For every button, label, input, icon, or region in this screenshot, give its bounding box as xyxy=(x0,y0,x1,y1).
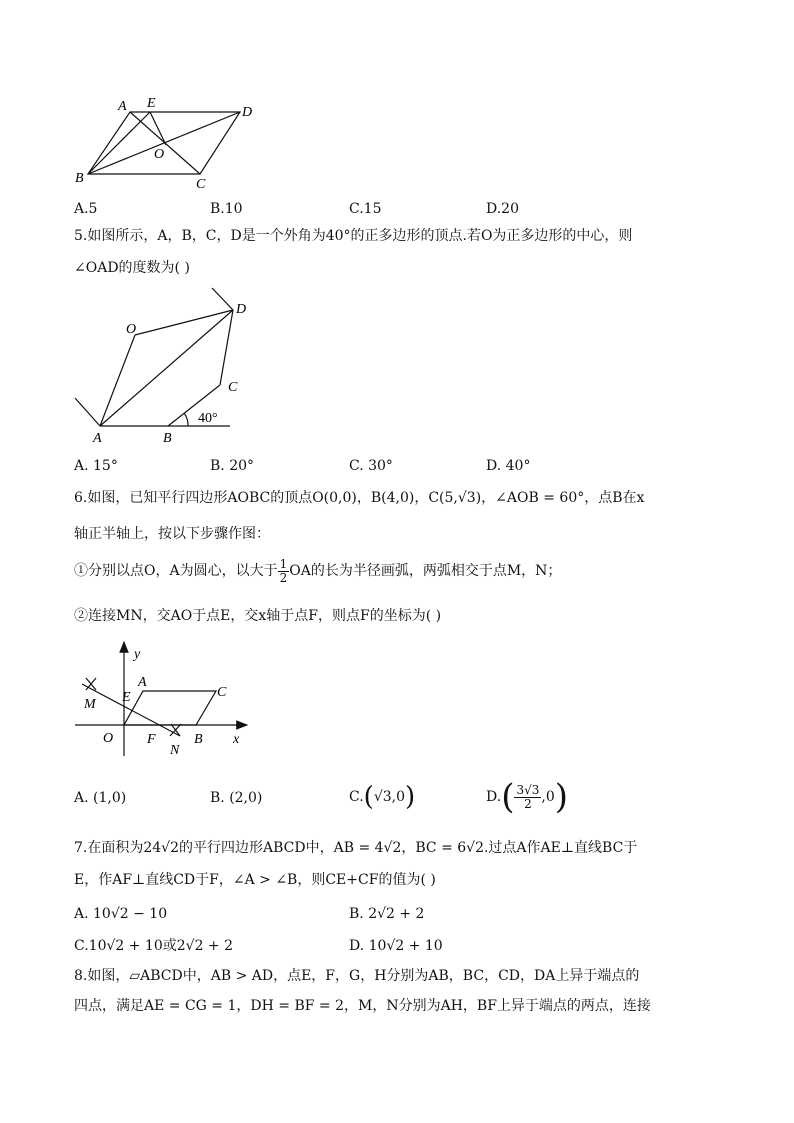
q4-option-c: C.15 xyxy=(349,201,382,217)
q6-option-d-prefix: D. xyxy=(486,789,502,805)
q6-option-d-den: 2 xyxy=(524,796,532,811)
q4-option-a: A.5 xyxy=(74,201,98,217)
q6-label-o: O xyxy=(103,731,114,746)
q7-option-a: A. 10√2 − 10 xyxy=(74,906,168,922)
q6-frac-den: 2 xyxy=(279,570,288,585)
q6-option-d: D.( $\frac{3√3}{2}$ ,0) xyxy=(486,777,568,817)
q5-option-a: A. 15° xyxy=(74,458,118,474)
q6-frac-num: 1 xyxy=(279,556,288,571)
q6-step1 xyxy=(74,554,561,588)
q5-label-a: A xyxy=(93,431,102,446)
q4-segment-eo xyxy=(150,112,166,145)
q6-option-c-value: √3,0 xyxy=(373,789,406,805)
q6-label-c: C xyxy=(217,685,227,700)
q6-option-c: C.(√3,0) xyxy=(349,782,416,812)
q5-label-d: D xyxy=(236,302,247,317)
q5-side-cd xyxy=(220,310,233,385)
q6-step1-pre: ①分别以点O，A为圆心，以大于 xyxy=(74,563,278,579)
q5-question-line2: ∠OAD的度数为( ) xyxy=(74,260,190,276)
q6-option-a: A. (1,0) xyxy=(74,790,127,806)
q6-label-a: A xyxy=(138,675,147,690)
q5-label-c: C xyxy=(228,380,238,395)
q7-option-d: D. 10√2 + 10 xyxy=(349,938,443,954)
q6-step2: ②连接MN，交AO于点E，交x轴于点F，则点F的坐标为( ) xyxy=(74,608,442,624)
q6-option-b: B. (2,0) xyxy=(210,790,263,806)
q4-figure xyxy=(70,92,270,192)
q8-question-line1: 8.如图，▱ABCD中，AB > AD，点E，F，G，H分别为AB，BC，CD，DA上异于端点的 xyxy=(74,968,640,984)
q6-label-y: y xyxy=(134,647,141,662)
q4-label-c: C xyxy=(196,177,206,192)
q6-option-d-num: 3√3 xyxy=(516,782,540,797)
q7-question-line2: E，作AF⊥直线CD于F，∠A > ∠B，则CE+CF的值为( ) xyxy=(74,872,436,888)
q7-option-b: B. 2√2 + 2 xyxy=(349,906,425,922)
q6-question-line1: 6.如图，已知平行四边形AOBC的顶点O(0,0)，B(4,0)，C(5,√3)，∠AOB = 60°，点B在x xyxy=(74,490,645,506)
q6-option-c-prefix: C. xyxy=(349,789,364,805)
q4-label-d: D xyxy=(242,105,253,120)
q4-label-a: A xyxy=(118,99,127,114)
q6-step1-post: OA的长为半径画弧，两弧相交于点M，N； xyxy=(289,563,562,579)
q6-option-d-tail: ,0 xyxy=(541,789,555,805)
q5-figure xyxy=(70,285,250,450)
q6-label-x: x xyxy=(233,732,240,747)
q5-question-line1: 5.如图所示，A，B，C，D是一个外角为40°的正多边形的顶点.若O为正多边形的中心，则 xyxy=(74,228,633,244)
q6-label-m: M xyxy=(84,697,96,712)
q4-option-d: D.20 xyxy=(486,201,519,217)
q4-label-o: O xyxy=(154,147,165,162)
q5-extension-top xyxy=(212,288,233,310)
q6-figure xyxy=(70,636,260,761)
q7-option-c: C.10√2 + 10或2√2 + 2 xyxy=(74,938,234,954)
q5-angle-arc xyxy=(184,413,188,426)
q8-question-line2: 四点，满足AE = CG = 1，DH = BF = 2，M，N分别为AH，BF上异于端点的两点，连接 xyxy=(74,998,651,1014)
q6-label-n: N xyxy=(170,743,180,758)
q4-segment-be xyxy=(88,112,150,174)
q5-option-d: D. 40° xyxy=(486,458,531,474)
q5-label-o: O xyxy=(126,322,137,337)
q4-option-b: B.10 xyxy=(210,201,243,217)
q5-segment-ao xyxy=(100,335,135,426)
q5-option-c: C. 30° xyxy=(349,458,393,474)
q5-label-b: B xyxy=(163,431,172,446)
q7-question-line1: 7.在面积为24√2的平行四边形ABCD中，AB = 4√2，BC = 6√2.过点A作AE⊥直线BC于 xyxy=(74,840,638,856)
q6-label-e: E xyxy=(122,690,131,705)
q6-line-mn xyxy=(82,684,180,736)
q5-option-b: B. 20° xyxy=(210,458,255,474)
q6-label-f: F xyxy=(147,732,156,747)
q6-question-line2: 轴正半轴上，按以下步骤作图： xyxy=(74,526,270,542)
q6-label-b: B xyxy=(194,732,203,747)
q5-extension-left xyxy=(75,398,100,426)
q6-option-d-fraction xyxy=(514,784,541,811)
q4-label-e: E xyxy=(147,96,156,111)
q6-step1-fraction xyxy=(278,558,290,585)
q5-label-angle: 40° xyxy=(198,411,218,426)
q4-label-b: B xyxy=(75,171,84,186)
q4-diagonal-bd xyxy=(88,112,240,174)
q6-parallelogram xyxy=(124,691,216,725)
